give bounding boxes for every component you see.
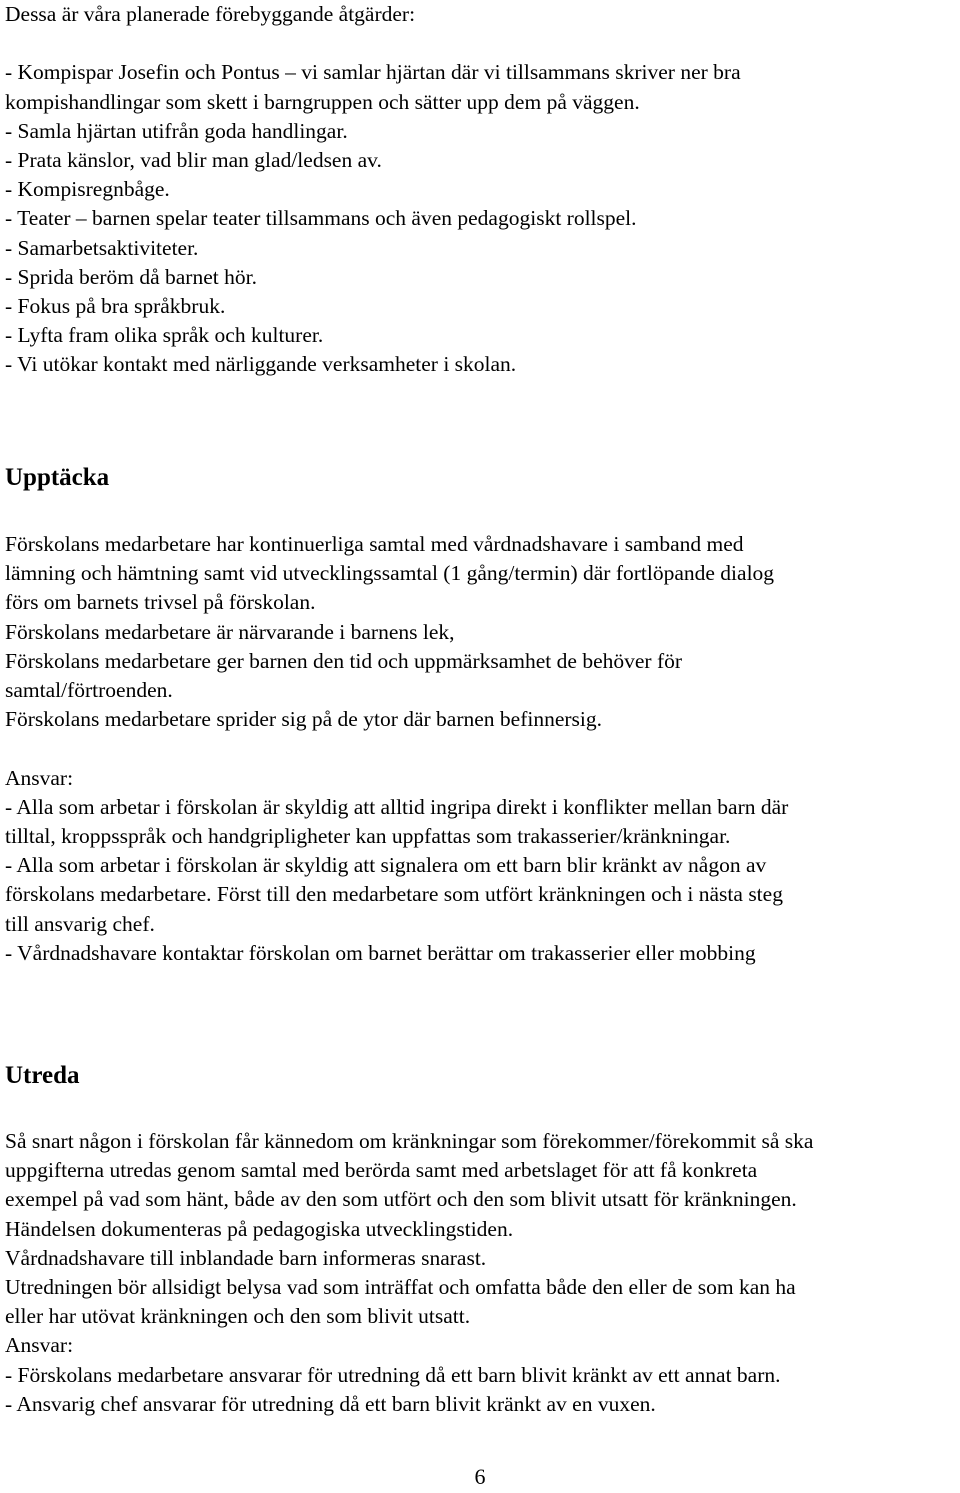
intro-line-1: Dessa är våra planerade förebyggande åtgärder: bbox=[5, 2, 416, 26]
intro-line-10: - Sprida beröm då barnet hör. bbox=[5, 264, 257, 289]
upptacka-line-15: - Vårdnadshavare kontaktar förskolan om barnet berättar om trakasserier eller mobbing bbox=[5, 940, 756, 965]
intro-line-2 bbox=[5, 29, 957, 58]
intro-line-8: - Teater – barnen spelar teater tillsammans och även pedagogiskt rollspel. bbox=[5, 206, 637, 231]
upptacka-line-2: lämning och hämtning samt vid utvecklingssamtal (1 gång/termin) där fortlöpande dialog bbox=[5, 561, 775, 586]
utreda-ansvar-label: Ansvar: bbox=[5, 1333, 74, 1358]
utreda-line-4: Händelsen dokumenteras på pedagogiska utvecklingstiden. bbox=[5, 1216, 514, 1241]
utreda-line-9: - Förskolans medarbetare ansvarar för utredning då ett barn blivit kränkt av ett annat barn. bbox=[5, 1362, 781, 1387]
upptacka-line-4: Förskolans medarbetare är närvarande i barnens lek, bbox=[5, 619, 455, 644]
utreda-heading: Utreda bbox=[5, 1062, 80, 1089]
upptacka-line-7: Förskolans medarbetare sprider sig på de ytor där barnen befinnersig. bbox=[5, 707, 603, 732]
upptacka-line-11: tilltal, kroppsspråk och handgripligheter kan uppfattas som trakasserier/kränkningar. bbox=[5, 824, 731, 849]
upptacka-line-5: Förskolans medarbetare ger barnen den tid och uppmärksamhet de behöver för bbox=[5, 648, 683, 673]
utreda-line-10: - Ansvarig chef ansvarar för utredning då ett barn blivit kränkt av en vuxen. bbox=[5, 1391, 656, 1416]
upptacka-line-10: - Alla som arbetar i förskolan är skyldig att alltid ingripa direkt i konflikter mellan barn där bbox=[5, 794, 789, 819]
upptacka-section bbox=[5, 463, 957, 493]
utreda-section bbox=[5, 1061, 957, 1091]
utreda-body bbox=[5, 1127, 957, 1419]
intro-line-12: - Lyfta fram olika språk och kulturer. bbox=[5, 323, 324, 348]
utreda-line-7: eller har utövat kränkningen och den som blivit utsatt. bbox=[5, 1304, 471, 1329]
intro-section bbox=[5, 0, 957, 380]
upptacka-line-12: - Alla som arbetar i förskolan är skyldig att signalera om ett barn blir kränkt av någon av bbox=[5, 853, 767, 878]
upptacka-line-6: samtal/förtroenden. bbox=[5, 678, 173, 703]
utreda-line-3: exempel på vad som hänt, både av den som utfört och den som blivit utsatt för kränkningen. bbox=[5, 1187, 797, 1212]
upptacka-line-14: till ansvarig chef. bbox=[5, 911, 155, 936]
intro-line-6: - Prata känslor, vad blir man glad/ledsen av. bbox=[5, 148, 382, 173]
utreda-line-1: Så snart någon i förskolan får kännedom om kränkningar som förekommer/förekommit så ska bbox=[5, 1129, 814, 1153]
page-number: 6 bbox=[474, 1464, 486, 1489]
upptacka-line-8 bbox=[5, 734, 957, 763]
upptacka-line-3: förs om barnets trivsel på förskolan. bbox=[5, 590, 316, 615]
utreda-line-6: Utredningen bör allsidigt belysa vad som inträffat och omfatta både den eller de som kan ha bbox=[5, 1275, 796, 1300]
utreda-line-5: Vårdnadshavare till inblandade barn informeras snarast. bbox=[5, 1245, 487, 1270]
intro-line-5: - Samla hjärtan utifrån goda handlingar. bbox=[5, 118, 348, 143]
utreda-line-2: uppgifterna utredas genom samtal med berörda samt med arbetslaget för att få konkreta bbox=[5, 1158, 758, 1183]
upptacka-line-1: Förskolans medarbetare har kontinuerliga samtal med vårdnadshavare i samband med bbox=[5, 532, 744, 556]
upptacka-line-13: förskolans medarbetare. Först till den medarbetare som utfört kränkningen och i nästa steg bbox=[5, 882, 783, 907]
intro-line-11: - Fokus på bra språkbruk. bbox=[5, 294, 226, 319]
upptacka-heading: Upptäcka bbox=[5, 464, 110, 491]
intro-line-3: - Kompispar Josefin och Pontus – vi samlar hjärtan där vi tillsammans skriver ner bra bbox=[5, 60, 741, 85]
intro-line-9: - Samarbetsaktiviteter. bbox=[5, 235, 199, 260]
intro-line-13: - Vi utökar kontakt med närliggande verksamheter i skolan. bbox=[5, 352, 517, 377]
intro-line-7: - Kompisregnbåge. bbox=[5, 177, 170, 202]
upptacka-body bbox=[5, 530, 957, 968]
upptacka-ansvar-label: Ansvar: bbox=[5, 765, 74, 790]
intro-line-4: kompishandlingar som skett i barngruppen och sätter upp dem på väggen. bbox=[5, 89, 640, 114]
